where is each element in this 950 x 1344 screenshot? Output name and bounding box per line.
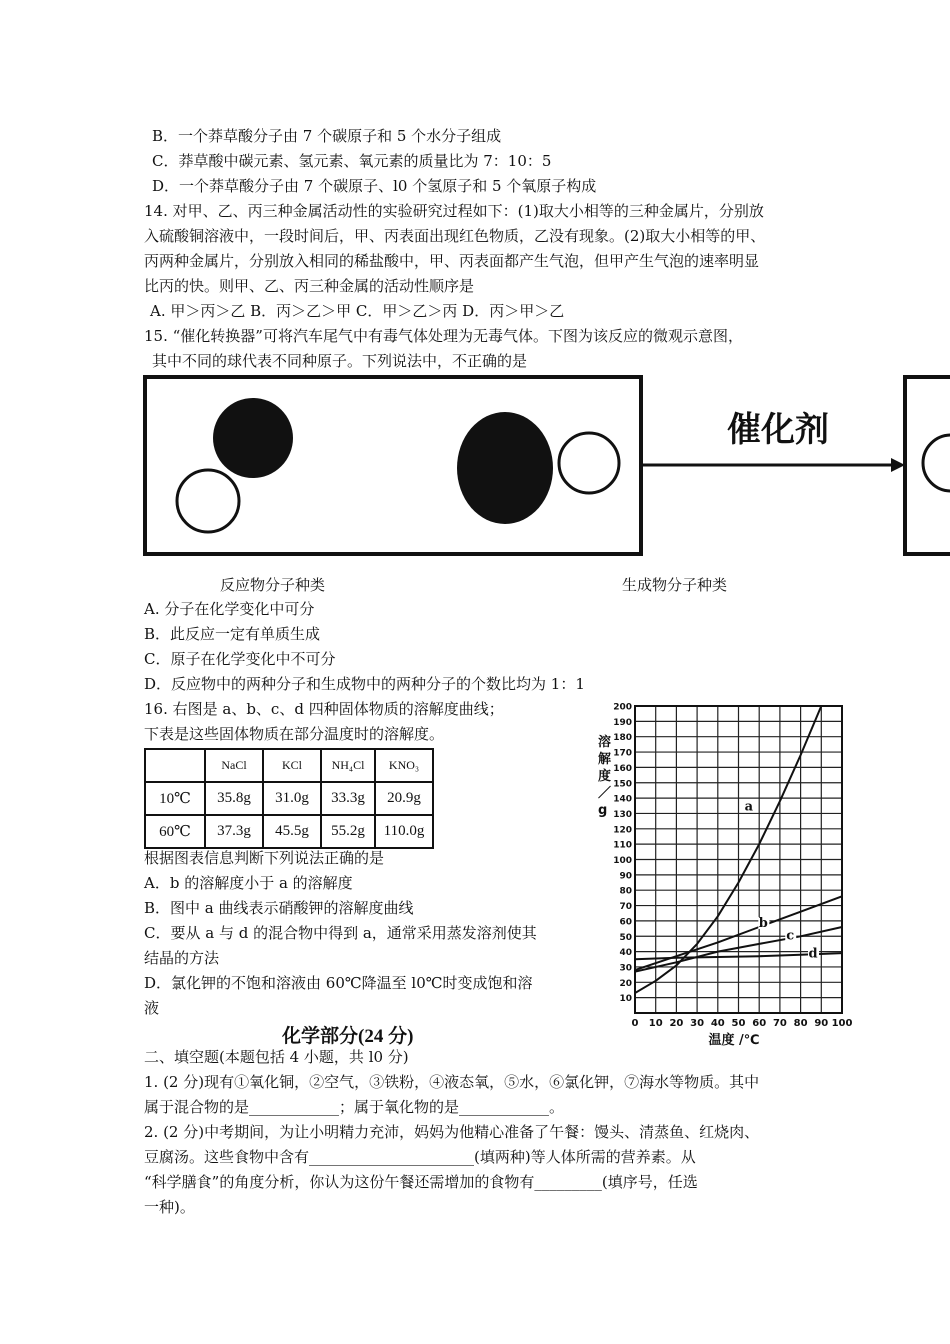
product-caption: 生成物分子种类	[622, 576, 728, 594]
dark-atom	[457, 412, 553, 524]
table-cell: 37.3g	[205, 815, 263, 848]
dark-atom	[213, 398, 293, 478]
table-header-cell: NaCl	[205, 749, 263, 782]
q16-option-c-line-1: C．要从 a 与 d 的混合物中得到 a，通常采用蒸发溶剂使其	[144, 924, 537, 942]
x-tick-label: 20	[669, 1018, 684, 1029]
table-header-row	[145, 749, 433, 782]
q16-option-c-line-2: 结晶的方法	[144, 949, 220, 967]
table-row	[145, 815, 433, 848]
table-cell: 31.0g	[263, 782, 321, 815]
y-tick-label: 150	[613, 779, 632, 790]
series-label-a: a	[744, 799, 754, 815]
y-tick-label: 200	[613, 702, 632, 713]
x-tick-label: 60	[752, 1018, 767, 1029]
table-header-cell: NH₄Cl	[321, 749, 375, 782]
y-tick-label: 60	[619, 917, 632, 928]
x-tick-label: 50	[731, 1018, 746, 1029]
series-label-d: d	[808, 946, 818, 962]
y-tick-label: 160	[613, 763, 632, 774]
q13-option-d: D．一个莽草酸分子由 7 个碳原子、l0 个氢原子和 5 个氧原子构成	[152, 177, 597, 195]
table-cell: 45.5g	[263, 815, 321, 848]
section-title: 化学部分(24 分)	[282, 1026, 414, 1047]
q16-option-d-line-1: D．氯化钾的不饱和溶液由 60℃降温至 l0℃时变成饱和溶	[144, 974, 533, 992]
y-tick-label: 100	[613, 856, 632, 866]
q15-stem-line-2: 其中不同的球代表不同种原子。下列说法中，不正确的是	[152, 352, 528, 370]
q16-option-d-line-2: 液	[144, 999, 160, 1017]
table-header-cell	[145, 749, 205, 782]
table-header-cell: KCl	[263, 749, 321, 782]
y-axis-label-char: ／	[598, 786, 612, 801]
table-cell: 60℃	[145, 815, 205, 848]
q13-option-c: C．莽草酸中碳元素、氢元素、氧元素的质量比为 7：10：5	[152, 152, 552, 170]
q14-stem-line-4: 比丙的快。则甲、乙、丙三种金属的活动性顺序是	[144, 277, 475, 295]
q15-option-d: D．反应物中的两种分子和生成物中的两种分子的个数比均为 1：1	[144, 675, 585, 693]
q15-option-c: C．原子在化学变化中不可分	[144, 650, 336, 668]
table-cell: 33.3g	[321, 782, 375, 815]
y-tick-label: 50	[619, 932, 632, 943]
light-atom	[559, 433, 619, 493]
y-tick-label: 90	[619, 871, 632, 882]
table-cell: 10℃	[145, 782, 205, 815]
chart-grid	[635, 706, 842, 1013]
table-cell: 35.8g	[205, 782, 263, 815]
y-tick-label: 110	[613, 840, 632, 851]
series-label-b: b	[758, 916, 768, 932]
fill-blank-heading: 二、填空题(本题包括 4 小题，共 l0 分)	[144, 1048, 409, 1066]
table-row	[145, 782, 433, 815]
x-tick-label: 90	[814, 1018, 829, 1029]
y-tick-label: 140	[613, 794, 632, 805]
solubility-chart	[588, 700, 860, 1055]
table-cell: 20.9g	[375, 782, 433, 815]
x-tick-label: 0	[631, 1018, 639, 1029]
arrow-head-icon	[891, 458, 905, 472]
table-cell: 55.2g	[321, 815, 375, 848]
q1-line-1: 1. (2 分)现有①氧化铜，②空气，③铁粉，④液态氧，⑤水，⑥氯化钾，⑦海水等物质。其中	[144, 1073, 760, 1091]
q13-option-b: B．一个莽草酸分子由 7 个碳原子和 5 个水分子组成	[152, 127, 502, 145]
y-axis-label	[598, 734, 612, 818]
q14-stem-line-1: 14. 对甲、乙、丙三种金属活动性的实验研究过程如下：(1)取大小相等的三种金属片，分别放	[144, 202, 764, 220]
y-tick-label: 40	[619, 948, 632, 959]
q1-line-2: 属于混合物的是____________；属于氧化物的是____________。	[144, 1098, 565, 1116]
x-tick-label: 40	[710, 1018, 725, 1029]
q2-line-2: 豆腐汤。这些食物中含有______________________(填两种)等人体所需的营养素。从	[144, 1148, 696, 1166]
y-axis-label-char: g	[598, 803, 608, 818]
y-tick-label: 20	[619, 978, 632, 989]
y-tick-label: 170	[613, 748, 632, 759]
x-tick-label: 30	[690, 1018, 705, 1029]
y-tick-label: 10	[619, 994, 632, 1005]
x-tick-label: 10	[648, 1018, 663, 1029]
q15-stem-line-1: 15. “催化转换器”可将汽车尾气中有毒气体处理为无毒气体。下图为该反应的微观示意图，	[144, 327, 743, 345]
table-header-cell: KNO₃	[375, 749, 433, 782]
q16-option-a: A．b 的溶解度小于 a 的溶解度	[144, 874, 353, 892]
q16-stem-line-2: 下表是这些固体物质在部分温度时的溶解度。	[144, 725, 445, 743]
q2-line-4: 一种)。	[144, 1198, 195, 1216]
q15-option-b: B．此反应一定有单质生成	[144, 625, 321, 643]
table-cell: 110.0g	[375, 815, 433, 848]
q16-option-b: B．图中 a 曲线表示硝酸钾的溶解度曲线	[144, 899, 414, 917]
reaction-diagram	[143, 373, 950, 558]
q14-stem-line-2: 入硫酸铜溶液中，一段时间后，甲、丙表面出现红色物质，乙没有现象。(2)取大小相等的甲、	[144, 227, 766, 245]
y-tick-label: 180	[613, 733, 632, 744]
x-axis-label: 温度 /℃	[708, 1033, 760, 1048]
x-tick-label: 70	[772, 1018, 787, 1029]
catalyst-label: 催化剂	[727, 410, 829, 450]
solubility-table	[144, 748, 434, 849]
y-tick-label: 190	[613, 717, 632, 728]
y-tick-label: 70	[619, 902, 632, 913]
q2-line-1: 2. (2 分)中考期间，为让小明精力充沛，妈妈为他精心准备了午餐：馒头、清蒸鱼、红烧肉、	[144, 1123, 760, 1141]
y-axis-label-char: 度	[598, 769, 612, 784]
series-label-c: c	[786, 928, 795, 944]
y-axis-label-char: 解	[598, 752, 612, 767]
y-tick-label: 30	[619, 963, 632, 974]
y-tick-label: 80	[619, 886, 632, 897]
x-tick-label: 100	[831, 1018, 853, 1029]
q16-stem-line-1: 16. 右图是 a、b、c、d 四种固体物质的溶解度曲线；	[144, 700, 504, 718]
q16-prompt: 根据图表信息判断下列说法正确的是	[144, 849, 385, 867]
q2-line-3: “科学膳食”的角度分析，你认为这份午餐还需增加的食物有_________(填序号，任选	[144, 1173, 698, 1191]
y-axis-label-char: 溶	[598, 735, 612, 750]
light-atom	[177, 470, 239, 532]
y-tick-label: 130	[613, 809, 632, 820]
q14-stem-line-3: 丙两种金属片，分别放入相同的稀盐酸中，甲、丙表面都产生气泡，但甲产生气泡的速率明显	[144, 252, 760, 270]
q15-option-a: A. 分子在化学变化中可分	[144, 600, 315, 618]
y-tick-label: 120	[613, 825, 632, 836]
q14-options: A. 甲＞丙＞乙 B．丙＞乙＞甲 C．甲＞乙＞丙 D．丙＞甲＞乙	[150, 302, 565, 320]
reactant-caption: 反应物分子种类	[220, 576, 326, 594]
x-tick-label: 80	[793, 1018, 808, 1029]
